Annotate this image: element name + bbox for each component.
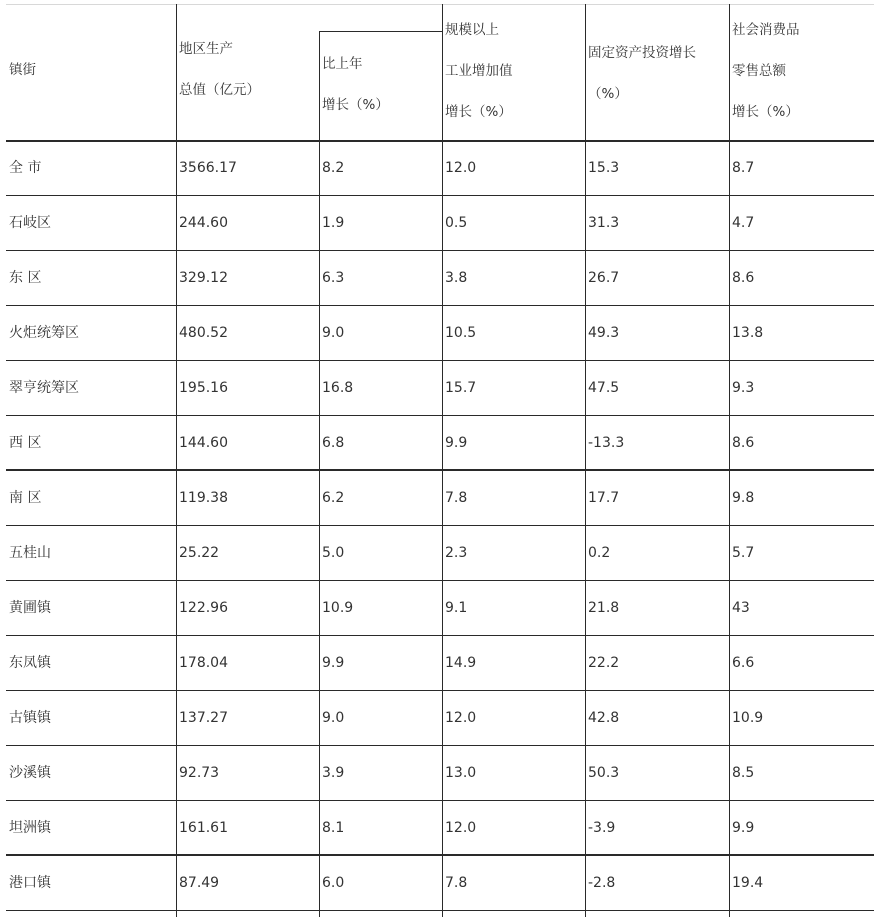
- cell-town: 坦洲镇: [9, 820, 51, 836]
- table-row: [6, 196, 874, 251]
- cell-town: 港口镇: [9, 875, 51, 891]
- table-row: [6, 251, 874, 306]
- header-town: [9, 49, 36, 90]
- cell-investment: 15.3: [588, 160, 620, 176]
- table-row: [6, 526, 874, 581]
- cell-consumption: 43: [732, 600, 750, 616]
- cell-town: 火炬统筹区: [9, 325, 79, 341]
- cell-investment: 17.7: [588, 490, 620, 506]
- cell-industry: 10.5: [445, 325, 477, 341]
- header-sub-rule: [319, 31, 442, 32]
- table-row: [6, 306, 874, 361]
- header-growth-line2: 增长（%）: [322, 97, 389, 113]
- cell-gdp: 195.16: [179, 380, 228, 396]
- cell-gdp: 3566.17: [179, 160, 237, 176]
- cell-industry: 3.8: [445, 270, 468, 286]
- cell-industry: 12.0: [445, 820, 477, 836]
- cell-gdp: 122.96: [179, 600, 228, 616]
- cell-consumption: 8.6: [732, 270, 755, 286]
- cell-growth: 9.9: [322, 655, 345, 671]
- cell-gdp: 87.49: [179, 875, 220, 891]
- cell-investment: -3.9: [588, 820, 616, 836]
- cell-town: 南 区: [9, 490, 42, 506]
- cell-gdp: 137.27: [179, 710, 228, 726]
- cell-investment: 21.8: [588, 600, 620, 616]
- cell-consumption: 8.5: [732, 765, 755, 781]
- table-body: [6, 141, 874, 911]
- header-industry-line2: 工业增加值: [445, 63, 513, 79]
- cell-investment: 0.2: [588, 545, 611, 561]
- cell-town: 黄圃镇: [9, 600, 51, 616]
- cell-industry: 7.8: [445, 875, 468, 891]
- cell-consumption: 19.4: [732, 875, 764, 891]
- cell-consumption: 10.9: [732, 710, 764, 726]
- cell-consumption: 6.6: [732, 655, 755, 671]
- header-investment: [588, 32, 696, 114]
- cell-gdp: 144.60: [179, 435, 228, 451]
- cell-town: 全 市: [9, 160, 42, 176]
- table-row: [6, 746, 874, 801]
- header-growth: [322, 43, 389, 125]
- cell-gdp: 119.38: [179, 490, 228, 506]
- cell-gdp: 480.52: [179, 325, 228, 341]
- cell-growth: 10.9: [322, 600, 354, 616]
- cell-growth: 6.0: [322, 875, 345, 891]
- header-gdp-line1: 地区生产: [179, 41, 233, 57]
- header-gdp-line2: 总值（亿元）: [179, 82, 260, 98]
- header-industry-line1: 规模以上: [445, 22, 499, 38]
- cell-investment: 22.2: [588, 655, 620, 671]
- cell-growth: 6.3: [322, 270, 345, 286]
- cell-consumption: 9.8: [732, 490, 755, 506]
- cell-investment: 49.3: [588, 325, 620, 341]
- table-row: [6, 581, 874, 636]
- cell-growth: 1.9: [322, 215, 345, 231]
- header-gdp: [179, 28, 260, 110]
- cell-growth: 6.8: [322, 435, 345, 451]
- header-consumption: [732, 9, 800, 132]
- cell-investment: 47.5: [588, 380, 620, 396]
- header-investment-line2: （%）: [588, 86, 628, 102]
- cell-investment: 50.3: [588, 765, 620, 781]
- cell-gdp: 161.61: [179, 820, 228, 836]
- cell-gdp: 178.04: [179, 655, 228, 671]
- cell-growth: 9.0: [322, 710, 345, 726]
- cell-industry: 2.3: [445, 545, 468, 561]
- cell-growth: 8.2: [322, 160, 345, 176]
- table-row: [6, 636, 874, 691]
- cell-investment: 26.7: [588, 270, 620, 286]
- table-row: [6, 471, 874, 526]
- cell-town: 东凤镇: [9, 655, 51, 671]
- data-table: [6, 4, 874, 917]
- cell-consumption: 8.6: [732, 435, 755, 451]
- cell-industry: 0.5: [445, 215, 468, 231]
- cell-industry: 13.0: [445, 765, 477, 781]
- cell-town: 翠亨统筹区: [9, 380, 79, 396]
- table-row: [6, 801, 874, 856]
- cell-town: 五桂山: [9, 545, 51, 561]
- cell-consumption: 13.8: [732, 325, 764, 341]
- cell-industry: 9.1: [445, 600, 468, 616]
- cell-industry: 7.8: [445, 490, 468, 506]
- cell-growth: 5.0: [322, 545, 345, 561]
- table-row: [6, 691, 874, 746]
- cell-investment: -13.3: [588, 435, 625, 451]
- cell-town: 沙溪镇: [9, 765, 51, 781]
- cell-growth: 6.2: [322, 490, 345, 506]
- cell-investment: -2.8: [588, 875, 616, 891]
- cell-growth: 8.1: [322, 820, 345, 836]
- cell-town: 东 区: [9, 270, 42, 286]
- cell-industry: 15.7: [445, 380, 477, 396]
- cell-consumption: 4.7: [732, 215, 755, 231]
- cell-consumption: 9.9: [732, 820, 755, 836]
- column-divider: [319, 31, 320, 140]
- header-consumption-line1: 社会消费品: [732, 22, 800, 38]
- cell-gdp: 92.73: [179, 765, 220, 781]
- header-consumption-line3: 增长（%）: [732, 104, 799, 120]
- cell-industry: 12.0: [445, 710, 477, 726]
- cell-growth: 16.8: [322, 380, 354, 396]
- cell-industry: 12.0: [445, 160, 477, 176]
- cell-gdp: 329.12: [179, 270, 228, 286]
- header-growth-line1: 比上年: [322, 56, 363, 72]
- table-row: [6, 856, 874, 911]
- table-header: [6, 4, 874, 140]
- cell-consumption: 5.7: [732, 545, 755, 561]
- cell-town: 石岐区: [9, 215, 51, 231]
- cell-industry: 9.9: [445, 435, 468, 451]
- cell-gdp: 25.22: [179, 545, 220, 561]
- cell-consumption: 9.3: [732, 380, 755, 396]
- header-consumption-line2: 零售总额: [732, 63, 786, 79]
- cell-investment: 42.8: [588, 710, 620, 726]
- cell-investment: 31.3: [588, 215, 620, 231]
- table-row: [6, 361, 874, 416]
- cell-growth: 3.9: [322, 765, 345, 781]
- header-industry-line3: 增长（%）: [445, 104, 512, 120]
- cell-town: 西 区: [9, 435, 42, 451]
- table-row: [6, 416, 874, 471]
- cell-gdp: 244.60: [179, 215, 228, 231]
- header-investment-line1: 固定资产投资增长: [588, 45, 696, 61]
- header-industry: [445, 9, 513, 132]
- cell-consumption: 8.7: [732, 160, 755, 176]
- cell-growth: 9.0: [322, 325, 345, 341]
- table-row: [6, 141, 874, 196]
- header-town-label: 镇街: [9, 62, 36, 78]
- cell-town: 古镇镇: [9, 710, 51, 726]
- cell-industry: 14.9: [445, 655, 477, 671]
